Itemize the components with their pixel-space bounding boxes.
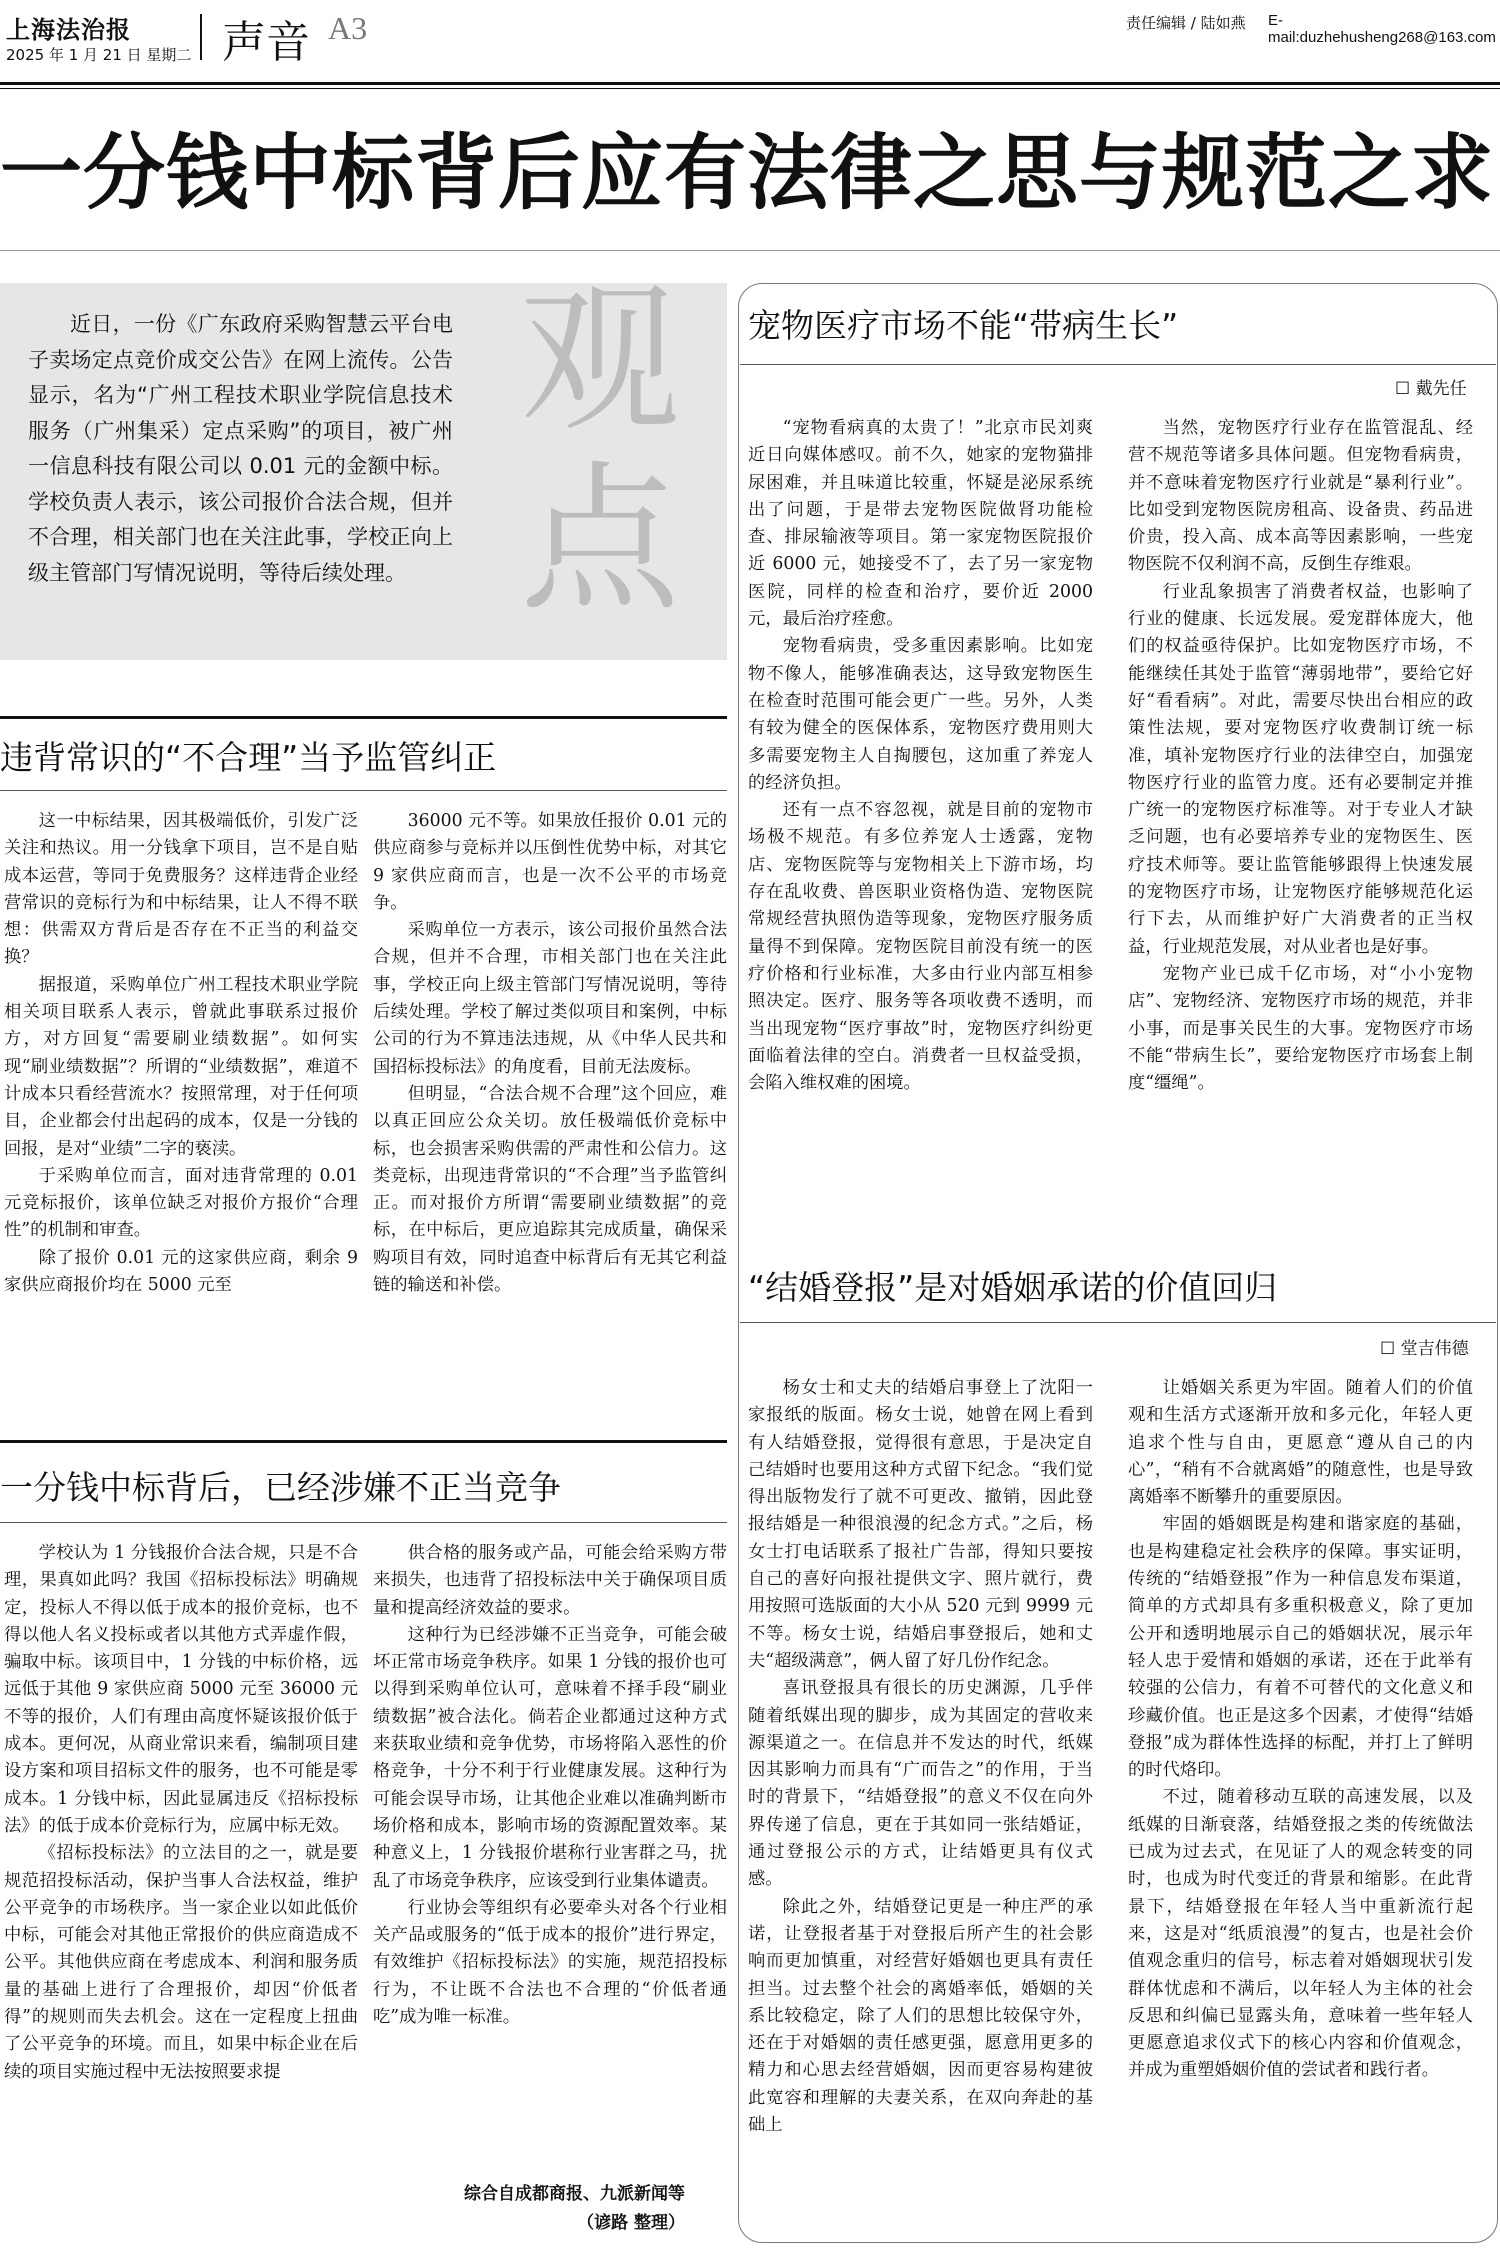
article2-rule (0, 1440, 727, 1443)
paragraph: “宠物看病真的太贵了！”北京市民刘爽近日向媒体感叹。前不久，她家的宠物猫排尿困难，并且味道比较重，怀疑是泌尿系统出了问题，于是带去宠物医院做肾功能检查、排尿输液等项目。第一家宠物医院报价近 6000 元，她接受不了，去了另一家宠物医院，同样的检查和治疗，要价近 2000 元，最后治疗痊愈。 (748, 418, 1093, 630)
article4-byline: ☐ 堂吉伟德 (1380, 1339, 1469, 1359)
viewpoint-watermark: 观点 (519, 266, 680, 633)
paragraph: 据报道，采购单位广州工程技术职业学院相关项目联系人表示，曾就此事联系过报价方，对方回复“需要刷业绩数据”。如何实现“刷业绩数据”？所谓的“业绩数据”，难道不计成本只看经营流水？按照常理，对于任何项目，企业都会付出起码的成本，仅是一分钱的回报，是对“业绩”二字的亵渎。 (4, 974, 358, 1159)
article3-column-2 (1128, 415, 1473, 1097)
paragraph: 宠物产业已成千亿市场，对“小小宠物店”、宠物经济、宠物医疗市场的规范，并非小事，而是事关民生的大事。宠物医疗市场不能“带病生长”，要给宠物医疗市场套上制度“缰绳”。 (1128, 963, 1473, 1094)
header-divider (200, 14, 202, 60)
article2-title: 一分钱中标背后，已经涉嫌不正当竞争 (0, 1468, 561, 1507)
headline-rule (0, 250, 1500, 251)
masthead-logo: 上海法治报 (6, 15, 131, 44)
article1-title-rule (0, 790, 727, 791)
paragraph: 宠物看病贵，受多重因素影响。比如宠物不像人，能够准确表达，这导致宠物医生在检查时范围可能会更广一些。另外，人类有较为健全的医保体系，宠物医疗费用则大多需要宠物主人自掏腰包，这加重了养宠人的经济负担。 (748, 636, 1093, 793)
paragraph: 36000 元不等。如果放任报价 0.01 元的供应商参与竞标并以压倒性优势中标，对其它 9 家供应商而言，也是一次不公平的市场竞争。 (373, 811, 727, 913)
paragraph: 还有一点不容忽视，就是目前的宠物市场极不规范。有多位养宠人士透露，宠物店、宠物医院等与宠物相关上下游市场，均存在乱收费、兽医职业资格伪造、宠物医院常规经营执照伪造等现象，宠物医疗服务质量得不到保障。宠物医院目前没有统一的医疗价格和行业标准，大多由行业内部互相参照决定。医疗、服务等各项收费不透明，而当出现宠物“医疗事故”时，宠物医疗纠纷更面临着法律的空白。消费者一旦权益受损，会陷入维权难的困境。 (748, 800, 1093, 1094)
summary-text: 近日，一份《广东政府采购智慧云平台电子卖场定点竞价成交公告》在网上流传。公告显示，名为“广州工程技术职业学院信息技术服务（广州集采）定点采购”的项目，被广州一信息科技有限公司以 0.01 元的金额中标。学校负责人表示，该公司报价合法合规，但并不合理，相关部门也在关注此事，学校正向上级主管部门写情况说明，等待后续处理。 (28, 312, 453, 585)
paragraph: 当然，宠物医疗行业存在监管混乱、经营不规范等诸多具体问题。但宠物看病贵，并不意味着宠物医疗行业就是“暴利行业”。比如受到宠物医院房租高、设备贵、药品进价贵，投入高、成本高等因素影响，一些宠物医院不仅利润不高，反倒生存维艰。 (1128, 418, 1473, 575)
editor-email: E-mail:duzhehusheng268@163.com (1268, 12, 1496, 46)
header-rule-thin (0, 88, 1500, 89)
paragraph: 牢固的婚姻既是构建和谐家庭的基础，也是构建稳定社会秩序的保障。事实证明，传统的“结婚登报”作为一种信息发布渠道，简单的方式却具有多重积极意义，除了更加公开和透明地展示自己的婚姻状况，展示年轻人忠于爱情和婚姻的承诺，还在于此举有较强的公信力，有着不可替代的文化意义和珍藏价值。也正是这多个因素，才使得“结婚登报”成为群体性选择的标配，并打上了鲜明的时代烙印。 (1128, 1514, 1473, 1781)
paragraph: 但明显，“合法合规不合理”这个回应，难以真正回应公众关切。放任极端低价竞标中标，也会损害采购供需的严肃性和公信力。这类竞标，出现违背常识的“不合理”当予监管纠正。而对报价方所谓“需要刷业绩数据”的竞标，在中标后，更应追踪其完成质量，确保采购项目有效，同时追查中标背后有无其它利益链的输送和补偿。 (373, 1083, 727, 1296)
article1-rule (0, 716, 727, 719)
article3-title: 宠物医疗市场不能“带病生长” (748, 306, 1179, 345)
paragraph: 除了报价 0.01 元的这家供应商，剩余 9 家供应商报价均在 5000 元至 (4, 1247, 358, 1296)
paragraph: 这种行为已经涉嫌不正当竞争，可能会破坏正常市场竞争秩序。如果 1 分钱的报价也可以得到采购单位认可，意味着不择手段“刷业绩数据”被合法化。倘若企业都通过这种方式来获取业绩和竞争优势，市场将陷入恶性的价格竞争，十分不利于行业健康发展。这种行为可能会误导市场，让其他企业难以准确判断市场价格和成本，影响市场的资源配置效率。某种意义上，1 分钱报价堪称行业害群之马，扰乱了市场竞争秩序，应该受到行业集体谴责。 (373, 1624, 727, 1891)
article1-column-2 (373, 808, 727, 1299)
paragraph: 供合格的服务或产品，可能会给采购方带来损失，也违背了招投标法中关于确保项目质量和提高经济效益的要求。 (373, 1543, 727, 1618)
header-rule (0, 82, 1500, 85)
article1-title: 违背常识的“不合理”当予监管纠正 (0, 738, 497, 777)
compiler-credit: （谚路 整理） (577, 2213, 685, 2233)
article1-column-1 (4, 808, 358, 1299)
paragraph: 这一中标结果，因其极端低价，引发广泛关注和热议。用一分钱拿下项目，岂不是自贴成本运营，等同于免费服务？这样违背企业经营常识的竞标行为和中标结果，让人不得不联想：供需双方背后是否存在不正当的利益交换？ (4, 811, 358, 968)
article2-source (405, 2180, 685, 2238)
paragraph: 行业乱象损害了消费者权益，也影响了行业的健康、长远发展。爱宠群体庞大，他们的权益亟待保护。比如宠物医疗市场，不能继续任其处于监管“薄弱地带”，要给它好好“看看病”。对此，需要尽快出台相应的政策性法规，要对宠物医疗收费制订统一标准，填补宠物医疗行业的法律空白，加强宠物医疗行业的监管力度。还有必要制定并推广统一的宠物医疗标准等。对于专业人才缺乏问题，也有必要培养专业的宠物医生、医疗技术师等。要让监管能够跟得上快速发展的宠物医疗市场，让宠物医疗能够规范化运行下去，从而维护好广大消费者的正当权益，行业规范发展，对从业者也是好事。 (1128, 581, 1473, 957)
paragraph: 于采购单位而言，面对违背常理的 0.01 元竞标报价，该单位缺乏对报价方报价“合理性”的机制和审查。 (4, 1165, 358, 1241)
paragraph: 采购单位一方表示，该公司报价虽然合法合规，但并不合理，市相关部门也在关注此事，学校正向上级主管部门写情况说明，等待后续处理。学校了解过类似项目和案例，中标公司的行为不算违法违规，从《中华人民共和国招标投标法》的角度看，目前无法废标。 (373, 920, 727, 1077)
article2-title-rule (0, 1522, 727, 1523)
article2-column-1 (4, 1540, 358, 2086)
paragraph: 除此之外，结婚登记更是一种庄严的承诺，让登报者基于对登报后所产生的社会影响而更加慎重，对经营好婚姻也更具有责任担当。过去整个社会的离婚率低，婚姻的关系比较稳定，除了人们的思想比较保守外，还在于对婚姻的责任感更强，愿意用更多的精力和心思去经营婚姻，因而更容易构建彼此宽容和理解的夫妻关系，在双向奔赴的基础上 (748, 1896, 1093, 2136)
article2-column-2 (373, 1540, 727, 2031)
source-credit: 综合自成都商报、九派新闻等 (464, 2184, 685, 2204)
section-name: 声音 (222, 17, 310, 68)
article4-column-1 (748, 1375, 1093, 2139)
paragraph: 喜讯登报具有很长的历史渊源，几乎伴随着纸媒出现的脚步，成为其固定的营收来源渠道之一。在信息并不发达的时代，纸媒因其影响力而具有“广而告之”的作用，于当时的背景下，“结婚登报”的意义不仅在向外界传递了信息，更在于其如同一张结婚证，通过登报公示的方式，让结婚更具有仪式感。 (748, 1678, 1093, 1890)
page-number: A3 (328, 10, 368, 46)
article4-column-2 (1128, 1375, 1473, 2085)
paragraph: 不过，随着移动互联的高速发展，以及纸媒的日渐衰落，结婚登报之类的传统做法已成为过去式，在见证了人的观念转变的同时，也成为时代变迁的背景和缩影。在此背景下，结婚登报在年轻人当中重新流行起来，这是对“纸质浪漫”的复古，也是社会价值观念重归的信号，标志着对婚姻现状引发群体忧虑和不满后，以年轻人为主体的社会反思和纠偏已显露头角，意味着一些年轻人更愿意追求仪式下的核心内容和价值观念，并成为重塑婚姻价值的尝试者和践行者。 (1128, 1787, 1473, 2081)
article3-title-rule (740, 364, 1496, 365)
article3-byline: ☐ 戴先任 (1395, 379, 1467, 399)
issue-date: 2025 年 1 月 21 日 星期二 (6, 46, 192, 64)
article3-column-1 (748, 415, 1093, 1097)
editor-credit: 责任编辑 / 陆如燕 (1126, 14, 1246, 32)
article4-title: “结婚登报”是对婚姻承诺的价值回归 (748, 1268, 1278, 1307)
page-headline: 一分钱中标背后应有法律之思与规范之求 (0, 125, 1495, 221)
paragraph: 行业协会等组织有必要牵头对各个行业相关产品或服务的“低于成本的报价”进行界定，有效维护《招标投标法》的实施，规范招投标行为，不让既不合法也不合理的“价低者通吃”成为唯一标准。 (373, 1897, 727, 2028)
paragraph: 杨女士和丈夫的结婚启事登上了沈阳一家报纸的版面。杨女士说，她曾在网上看到有人结婚登报，觉得很有意思，于是决定自己结婚时也要用这种方式留下纪念。“我们觉得出版物发行了就不可更改、撤销，因此登报结婚是一种很浪漫的纪念方式。”之后，杨女士打电话联系了报社广告部，得知只要按自己的喜好向报社提供文字、照片就行，费用按照可选版面的大小从 520 元到 9999 元不等。杨女士说，结婚启事登报后，她和丈夫“超级满意”，俩人留了好几份作纪念。 (748, 1378, 1093, 1671)
paragraph: 《招标投标法》的立法目的之一，就是要规范招投标活动，保护当事人合法权益，维护公平竞争的市场秩序。当一家企业以如此低价中标，可能会对其他正常报价的供应商造成不公平。其他供应商在考虑成本、利润和服务质量的基础上进行了合理报价，却因“价低者得”的规则而失去机会。这在一定程度上扭曲了公平竞争的环境。而且，如果中标企业在后续的项目实施过程中无法按照要求提 (4, 1843, 358, 2082)
article4-title-rule (740, 1322, 1496, 1323)
paragraph: 学校认为 1 分钱报价合法合规，只是不合理，果真如此吗？我国《招标投标法》明确规定，投标人不得以低于成本的报价竞标，也不得以他人名义投标或者以其他方式弄虚作假，骗取中标。该项目中，1 分钱的中标价格，远远低于其他 9 家供应商 5000 元至 36000 元不等的报价，人们有理由高度怀疑该报价低于成本。更何况，从商业常识来看，编制项目建设方案和项目招标文件的服务，也不可能是零成本。1 分钱中标，因此显属违反《招标投标法》的低于成本价竞标行为，应属中标无效。 (4, 1543, 358, 1836)
paragraph: 让婚姻关系更为牢固。随着人们的价值观和生活方式逐渐开放和多元化，年轻人更追求个性与自由，更愿意“遵从自己的内心”，“稍有不合就离婚”的随意性，也是导致离婚率不断攀升的重要原因。 (1128, 1378, 1473, 1508)
